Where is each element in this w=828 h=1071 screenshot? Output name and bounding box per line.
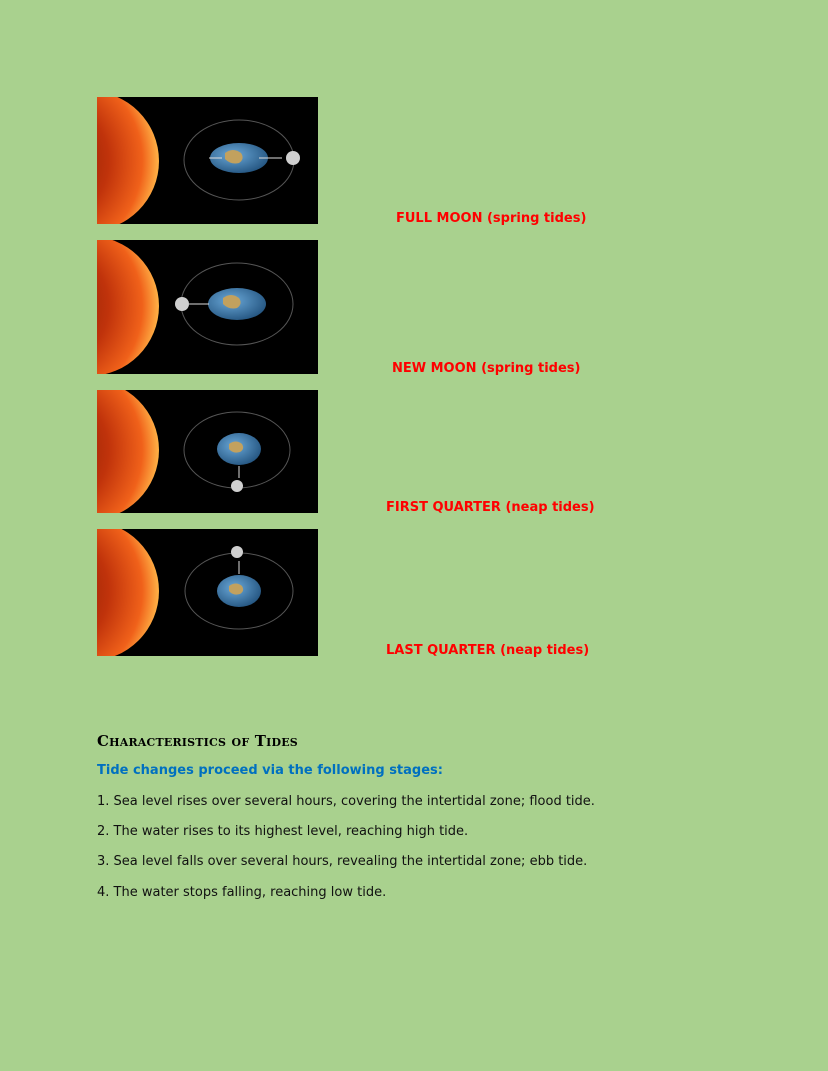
last-quarter-diagram bbox=[97, 529, 318, 656]
stage-item: 1. Sea level rises over several hours, covering the intertidal zone; flood tide. bbox=[97, 794, 595, 809]
section-subheading: Tide changes proceed via the following stages: bbox=[97, 763, 443, 778]
first-quarter-diagram bbox=[97, 390, 318, 513]
sun-icon bbox=[97, 529, 159, 656]
stage-item: 2. The water rises to its highest level, reaching high tide. bbox=[97, 824, 469, 839]
sun-icon bbox=[97, 97, 159, 224]
moon-icon bbox=[286, 151, 300, 165]
phase-label-last-quarter: LAST QUARTER (neap tides) bbox=[386, 643, 590, 658]
full-moon-diagram bbox=[97, 97, 318, 224]
sun-icon bbox=[97, 240, 159, 374]
new-moon-diagram bbox=[97, 240, 318, 374]
stage-item: 3. Sea level falls over several hours, revealing the intertidal zone; ebb tide. bbox=[97, 854, 588, 869]
moon-icon bbox=[175, 297, 189, 311]
sun-icon bbox=[97, 390, 159, 513]
phase-label-full-moon: FULL MOON (spring tides) bbox=[396, 211, 587, 226]
phase-label-first-quarter: FIRST QUARTER (neap tides) bbox=[386, 500, 595, 515]
moon-icon bbox=[231, 480, 243, 492]
moon-icon bbox=[231, 546, 243, 558]
stage-item: 4. The water stops falling, reaching low tide. bbox=[97, 885, 387, 900]
section-title: Characteristics of Tides bbox=[97, 732, 298, 750]
phase-label-new-moon: NEW MOON (spring tides) bbox=[392, 361, 581, 376]
